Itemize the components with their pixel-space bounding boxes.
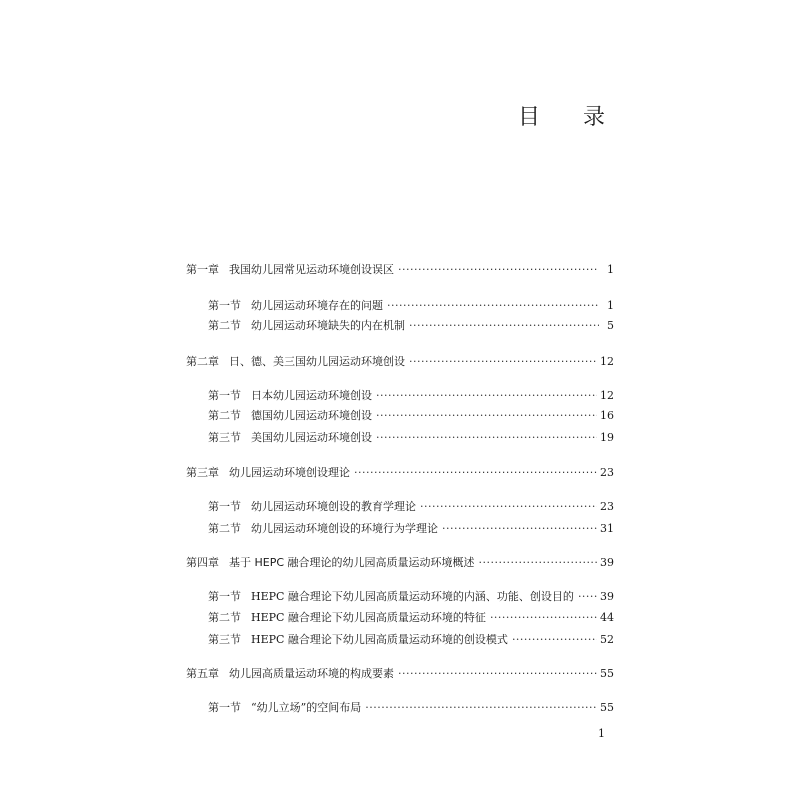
toc-section-entry (208, 430, 614, 446)
section-number: 第二节 (208, 319, 241, 332)
dot-leader (387, 298, 599, 314)
entry-page-number: 55 (600, 701, 614, 714)
entry-page-number: 55 (600, 667, 614, 680)
section-number: 第一节 (208, 299, 241, 312)
dot-leader (512, 632, 597, 648)
chapter-title: 我国幼儿园常见运动环境创设误区 (229, 263, 394, 276)
dot-leader (409, 354, 597, 370)
section-title: HEPC 融合理论下幼儿园高质量运动环境的创设模式 (251, 633, 508, 646)
entry-page-number: 31 (600, 522, 614, 535)
dot-leader (479, 555, 597, 571)
toc-title: 目 录 (518, 105, 623, 130)
dot-leader (398, 666, 597, 682)
chapter-number: 第一章 (186, 263, 219, 276)
section-title: 幼儿园运动环境存在的问题 (251, 299, 383, 312)
toc-chapter-entry (186, 354, 614, 370)
chapter-number: 第四章 (186, 556, 219, 569)
dot-leader (376, 408, 597, 424)
dot-leader (376, 430, 597, 446)
entry-page-number: 23 (600, 500, 614, 513)
page-number: 1 (598, 727, 605, 740)
entry-page-number: 1 (607, 263, 614, 276)
section-number: 第三节 (208, 431, 241, 444)
dot-leader (420, 499, 597, 515)
entry-page-number: 12 (600, 389, 614, 402)
section-number: 第一节 (208, 500, 241, 513)
toc-section-entry (208, 632, 614, 648)
entry-page-number: 19 (600, 431, 614, 444)
chapter-title: 日、德、美三国幼儿园运动环境创设 (229, 355, 405, 368)
entry-page-number: 12 (600, 355, 614, 368)
chapter-number: 第五章 (186, 667, 219, 680)
chapter-number: 第二章 (186, 355, 219, 368)
section-title: 日本幼儿园运动环境创设 (251, 389, 372, 402)
toc-chapter-entry (186, 465, 614, 481)
section-title: “幼儿立场”的空间布局 (251, 701, 362, 714)
section-title: 德国幼儿园运动环境创设 (251, 409, 372, 422)
section-title: HEPC 融合理论下幼儿园高质量运动环境的内涵、功能、创设目的 (251, 590, 574, 603)
toc-chapter-entry (186, 555, 614, 571)
entry-page-number: 16 (600, 409, 614, 422)
toc-chapter-entry (186, 262, 614, 278)
section-title: 美国幼儿园运动环境创设 (251, 431, 372, 444)
toc-section-entry (208, 610, 614, 626)
entry-page-number: 39 (600, 556, 614, 569)
toc-section-entry (208, 521, 614, 537)
toc-section-entry (208, 388, 614, 404)
dot-leader (376, 388, 597, 404)
section-title: 幼儿园运动环境缺失的内在机制 (251, 319, 405, 332)
chapter-number: 第三章 (186, 466, 219, 479)
entry-page-number: 1 (607, 299, 614, 312)
section-number: 第二节 (208, 611, 241, 624)
toc-chapter-entry (186, 666, 614, 682)
toc-section-entry (208, 499, 614, 515)
dot-leader (490, 610, 597, 626)
dot-leader (578, 589, 597, 605)
entry-page-number: 5 (607, 319, 614, 332)
toc-section-entry (208, 700, 614, 716)
toc-section-entry (208, 589, 614, 605)
section-number: 第二节 (208, 409, 241, 422)
section-number: 第一节 (208, 389, 241, 402)
section-title: 幼儿园运动环境创设的教育学理论 (251, 500, 416, 513)
chapter-title: 基于 HEPC 融合理论的幼儿园高质量运动环境概述 (229, 556, 475, 569)
section-number: 第三节 (208, 633, 241, 646)
section-title: HEPC 融合理论下幼儿园高质量运动环境的特征 (251, 611, 486, 624)
dot-leader (409, 318, 599, 334)
chapter-title: 幼儿园高质量运动环境的构成要素 (229, 667, 394, 680)
dot-leader (398, 262, 599, 278)
entry-page-number: 44 (600, 611, 614, 624)
entry-page-number: 39 (600, 590, 614, 603)
toc-section-entry (208, 408, 614, 424)
entry-page-number: 52 (600, 633, 614, 646)
dot-leader (354, 465, 597, 481)
toc-section-entry (208, 318, 614, 334)
dot-leader (365, 700, 597, 716)
section-number: 第一节 (208, 701, 241, 714)
entry-page-number: 23 (600, 466, 614, 479)
section-number: 第一节 (208, 590, 241, 603)
section-title: 幼儿园运动环境创设的环境行为学理论 (251, 522, 438, 535)
chapter-title: 幼儿园运动环境创设理论 (229, 466, 350, 479)
section-number: 第二节 (208, 522, 241, 535)
dot-leader (442, 521, 597, 537)
toc-section-entry (208, 298, 614, 314)
